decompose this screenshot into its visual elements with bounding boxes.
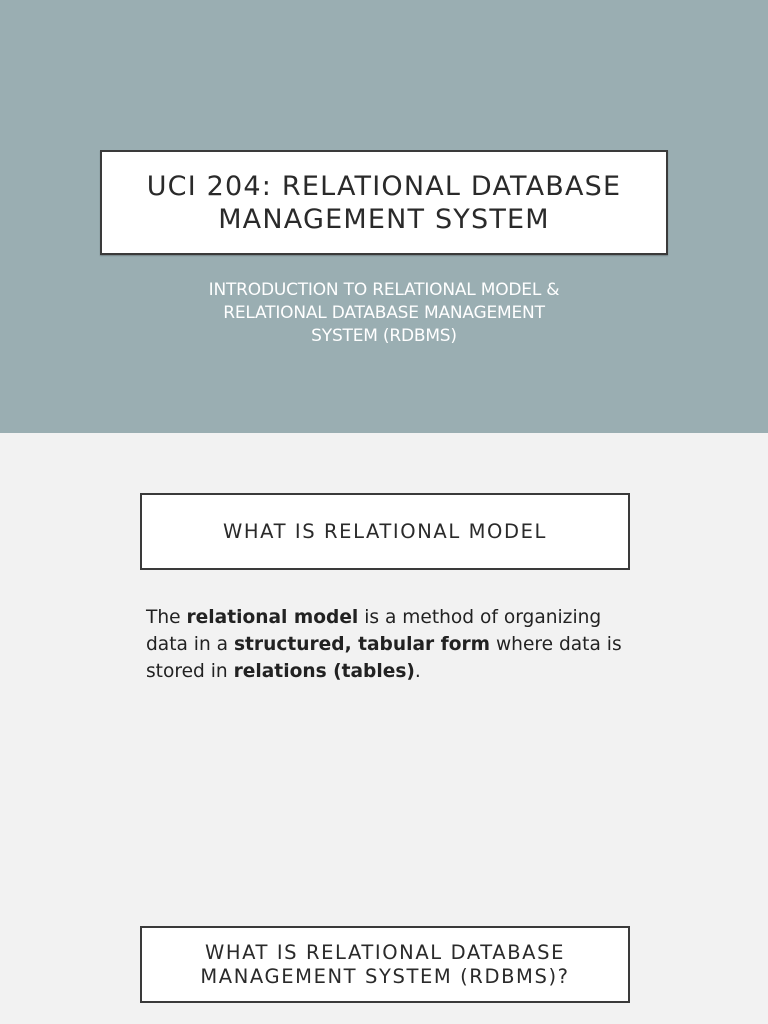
- slide-title: UCI 204: RELATIONAL DATABASE MANAGEMENT SYSTEM: [146, 170, 622, 235]
- next-section-heading-box: [140, 926, 630, 1003]
- next-section-heading: WHAT IS RELATIONAL DATABASE MANAGEMENT SYSTEM (RDBMS)?: [200, 940, 570, 988]
- para-bold-relational-model: relational model: [186, 607, 359, 628]
- para-bold-structured-tabular-form: structured, tabular form: [233, 634, 491, 655]
- para-bold-relations-tables: relations (tables): [233, 661, 415, 682]
- para-text-1: The: [146, 607, 187, 628]
- section-heading-box: [140, 493, 630, 570]
- para-text-3: where data is stored in: [146, 634, 622, 682]
- section-heading: WHAT IS RELATIONAL MODEL: [223, 519, 547, 543]
- slide-subtitle: INTRODUCTION TO RELATIONAL MODEL & RELATIONAL DATABASE MANAGEMENT SYSTEM (RDBMS): [208, 280, 560, 346]
- para-text-2: is a method of organizing data in a: [146, 607, 602, 655]
- content-slide: [0, 433, 768, 1024]
- para-text-4: .: [414, 661, 421, 682]
- title-box: [100, 150, 668, 255]
- title-slide: [0, 0, 768, 433]
- body-paragraph: [146, 604, 626, 685]
